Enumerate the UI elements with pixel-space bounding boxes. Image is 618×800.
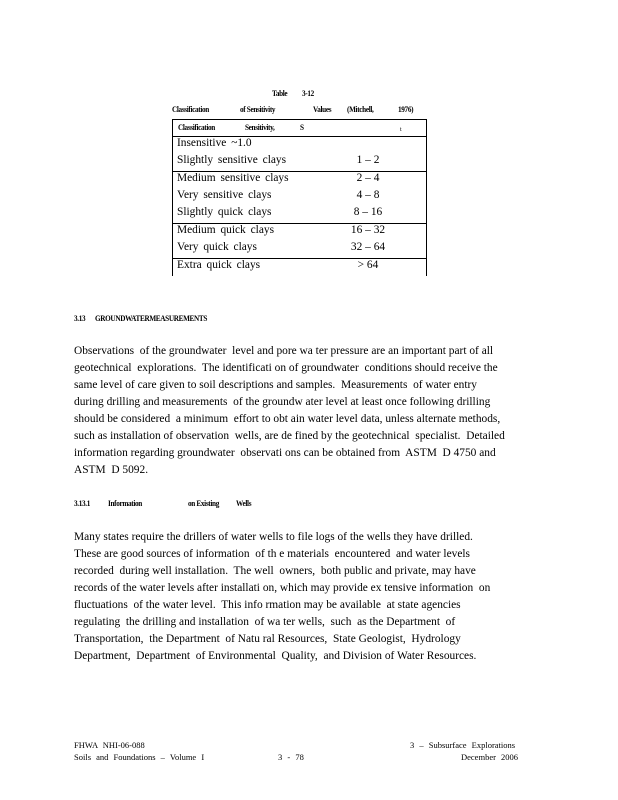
footer-page-number: 3 - 78 (278, 752, 304, 762)
section-3-13-1-number: 3.13.1 (74, 498, 91, 508)
table-caption-5: 1976) (398, 104, 414, 114)
table-row-classification: Slightly quick clays (177, 206, 272, 218)
table-row-classification: Medium sensitive clays (177, 172, 289, 184)
paragraph-line: Many states require the drillers of water wells to file logs of the wells they have drilled. (74, 531, 473, 543)
table-row-classification: Slightly sensitive clays (177, 154, 287, 166)
table-row-classification: Very sensitive clays (177, 189, 272, 201)
table-row-value: > 64 (357, 259, 379, 271)
table-left-rule (172, 119, 173, 276)
table-row-value: 32 – 64 (350, 241, 386, 253)
footer-chapter: 3 – Subsurface Explorations (410, 740, 516, 750)
footer-date: December 2006 (461, 752, 519, 762)
table-row-value: 8 – 16 (353, 206, 383, 218)
sensitivity-table (172, 119, 427, 276)
section-3-13-1-title-1: Information (108, 498, 142, 508)
paragraph-line: should be considered a minimum effort to obt ain water level data, unless alternate methods, (74, 413, 501, 425)
table-row-value: 1 – 2 (356, 154, 380, 166)
section-3-13-title: GROUNDWATERMEASUREMENTS (95, 313, 208, 323)
paragraph-line: records of the water levels after installati on, which may provide ex tensive information on (74, 582, 491, 594)
paragraph-line: ASTM D 5092. (74, 464, 149, 476)
table-caption-2: of Sensitivity (240, 104, 276, 114)
table-header-subscript: t (400, 127, 402, 133)
table-number: 3-12 (302, 88, 314, 98)
footer-doc-id: FHWA NHI-06-088 (74, 740, 145, 750)
table-label: Table (272, 88, 288, 98)
table-top-rule (172, 119, 427, 120)
groundwater-paragraph (74, 343, 505, 479)
paragraph-line: Transportation, the Department of Natu ral Resources, State Geologist, Hydrology (74, 633, 461, 645)
section-3-13-number: 3.13 (74, 313, 86, 323)
paragraph-line: Observations of the groundwater level and pore wa ter pressure are an important part of all (74, 345, 494, 357)
table-row-value: 16 – 32 (350, 224, 386, 236)
table-row-classification: Insensitive ~1.0 (177, 137, 252, 149)
table-row-classification: Extra quick clays (177, 259, 261, 271)
paragraph-line: geotechnical explorations. The identificati on of groundwater conditions should receive the (74, 362, 498, 374)
paragraph-line: Department, Department of Environmental Quality, and Division of Water Resources. (74, 650, 477, 662)
table-header-classification: Classification (178, 122, 215, 132)
table-row-value: 2 – 4 (356, 172, 380, 184)
paragraph-line: These are good sources of information of th e materials encountered and water levels (74, 548, 470, 560)
paragraph-line: regulating the drilling and installation of wa ter wells, such as the Department of (74, 616, 456, 628)
paragraph-line: same level of care given to soil descriptions and samples. Measurements of water entry (74, 379, 477, 391)
section-3-13-1-title-3: Wells (236, 498, 252, 508)
paragraph-line: information regarding groundwater observati ons can be obtained from ASTM D 4750 and (74, 447, 496, 459)
paragraph-line: such as installation of observation wells, are de fined by the geotechnical specialist. Detailed (74, 430, 505, 442)
table-caption-1: Classification (172, 104, 209, 114)
paragraph-line: during drilling and measurements of the groundw ater level at least once following drilling (74, 396, 491, 408)
table-caption-3: Values (313, 104, 332, 114)
paragraph-line: recorded during well installation. The well owners, both public and private, may have (74, 565, 476, 577)
table-row-classification: Very quick clays (177, 241, 257, 253)
paragraph-line: fluctuations of the water level. This info rmation may be available at state agencies (74, 599, 461, 611)
table-caption-4: (Mitchell, (347, 104, 374, 114)
section-3-13-1-title-2: on Existing (188, 498, 219, 508)
table-header-sensitivity: Sensitivity, (245, 122, 275, 132)
table-header-symbol: S (300, 122, 304, 132)
table-row-value: 4 – 8 (356, 189, 380, 201)
table-right-rule (426, 119, 427, 276)
table-row-classification: Medium quick clays (177, 224, 275, 236)
existing-wells-paragraph (74, 529, 490, 665)
footer-doc-title: Soils and Foundations – Volume I (74, 752, 205, 762)
